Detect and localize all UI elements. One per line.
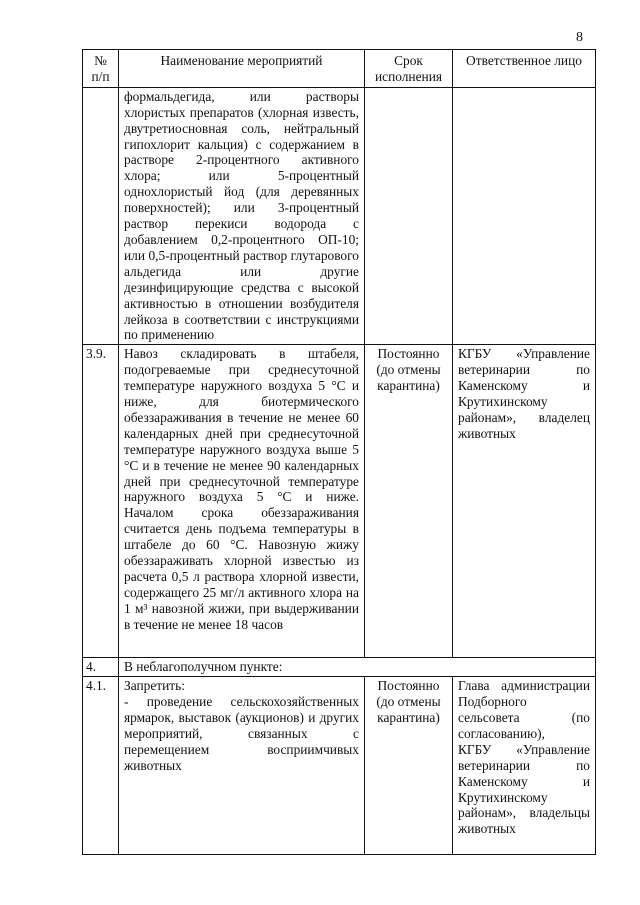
cell-measure-name: Навоз складировать в штабеля, подогреваемые при среднесуточной температуре наружного воздуха 5 °С и ниже, для биотермического обеззараживания в течение не менее 60 календарных дней при среднесуточной температуре наружного воздуха выше 5 °С и в течение не менее 90 календарных дней при среднесуточной температуре наружного воздуха 5 °С и ниже. Началом срока обеззараживания считается день подъема температуры в штабеле до 60 °С. Навозную жижу обеззараживать хлорной известью из расчета 0,5 л раствора хлорной извести, содержащего 25 мг/л активного хлора на 1 м³ навозной жижи, при выдерживании в течение не менее 18 часов (119, 345, 365, 658)
cell-empty (365, 87, 453, 345)
cell-responsible: Глава администрации Подборного сельсовета (по согласованию), КГБУ «Управление ветеринарии по Каменскому и Крутихинскому районам», владельцы животных (453, 677, 596, 855)
cell-empty (453, 87, 596, 345)
cell-measure-continuation: формальдегида, или растворы хлористых препаратов (хлорная известь, двутретиосновная соль, нейтральный гипохлорит кальция) с содержанием в растворе 2-процентного активного хлора; или 5-процентный однохлористый йод (для деревянных поверхностей); или 3-процентный раствор перекиси водорода с добавлением 0,2-процентного ОП-10; или 0,5-процентный раствор глутарового альдегида или другие дезинфицирующие средства с высокой активностью в отношении возбудителя лейкоза в соответствии с инструкциями по применению (119, 87, 365, 345)
cell-deadline: Постоянно (до отмены карантина) (365, 677, 453, 855)
page-number: 8 (576, 30, 583, 45)
cell-responsible: КГБУ «Управление ветеринарии по Каменскому и Крутихинскому районам», владелец животных (453, 345, 596, 658)
header-deadline: Срок исполнения (365, 50, 453, 88)
cell-number: 4.1. (83, 677, 119, 855)
table-row (83, 345, 596, 658)
measures-table (82, 49, 596, 855)
cell-deadline: Постоянно (до отмены карантина) (365, 345, 453, 658)
table-row (83, 658, 596, 677)
table-header-row (83, 50, 596, 88)
cell-number: 3.9. (83, 345, 119, 658)
cell-measure-name: Запретить: - проведение сельскохозяйственных ярмарок, выставок (аукционов) и других мероприятий, связанных с перемещением восприимчивых животных (119, 677, 365, 855)
header-measure-name: Наименование мероприятий (119, 50, 365, 88)
header-responsible: Ответственное лицо (453, 50, 596, 88)
cell-section-title: В неблагополучном пункте: (119, 658, 596, 677)
cell-number: 4. (83, 658, 119, 677)
header-number: № п/п (83, 50, 119, 88)
table-row (83, 677, 596, 855)
table-row-continuation (83, 87, 596, 345)
cell-empty (83, 87, 119, 345)
